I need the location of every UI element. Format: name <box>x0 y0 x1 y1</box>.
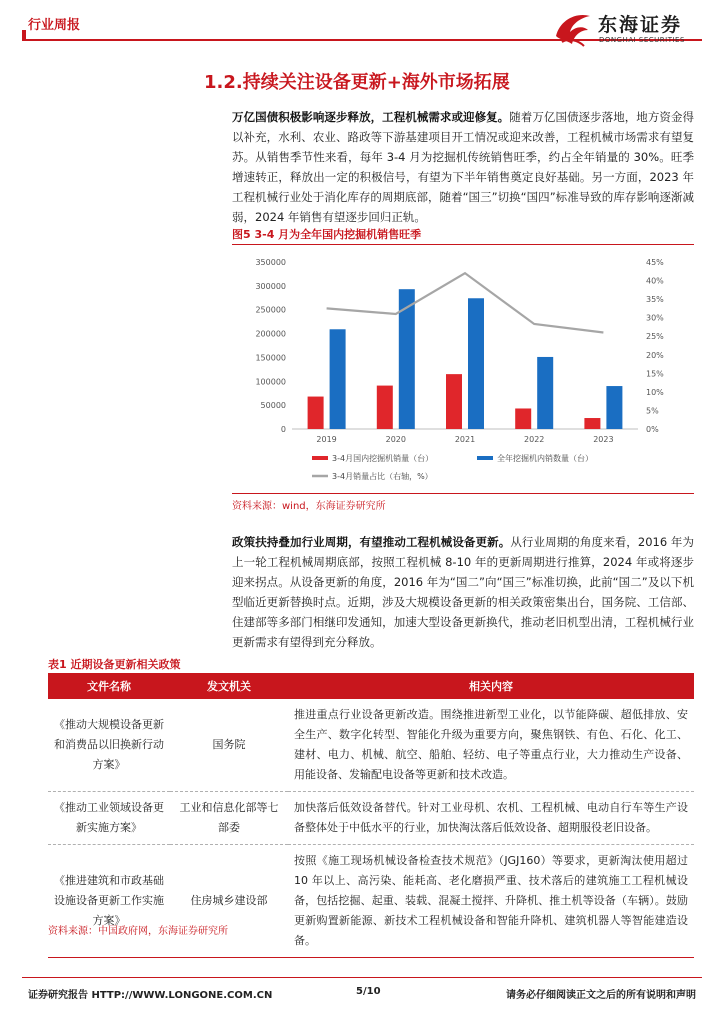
y-right-tick-label: 0% <box>646 425 659 434</box>
y-left-tick-label: 250000 <box>255 305 286 315</box>
policy-content: 按照《施工现场机械设备检查技术规范》（JGJ160）等要求，更新淘汰使用超过 10 年以上、高污染、能耗高、老化磨损严重、技术落后的建筑施工工程机械设备，包括挖掘、起重、装载、混凝土搅拌、升降机、推土机等设备（车辆）。鼓励更新购置新能源、新技术工程机械设备和智能升降机、建筑机器人等智能建造设备。 <box>288 845 694 958</box>
table-row <box>48 845 694 958</box>
section-title: 1.2.持续关注设备更新+海外市场拓展 <box>204 72 510 93</box>
x-tick-label: 2023 <box>593 435 614 444</box>
y-left-tick-label: 300000 <box>255 281 286 291</box>
legend-label: 全年挖掘机内销数量（台） <box>497 454 593 463</box>
y-right-tick-label: 15% <box>646 369 664 379</box>
legend-swatch <box>312 456 328 460</box>
report-category-tag: 行业周报 <box>28 18 81 33</box>
paragraph-demand-recovery <box>232 107 694 227</box>
y-left-tick-label: 350000 <box>255 258 286 267</box>
policy-content: 推进重点行业设备更新改造。围绕推进新型工业化，以节能降碳、超低排放、安全生产、数字化转型、智能化升级为重要方向，聚焦钢铁、有色、石化、化工、建材、电力、机械、航空、船舶、轻纺、电子等重点行业，大力推动生产设备、用能设备、发输配电设备等更新和技术改造。 <box>288 699 694 792</box>
y-right-tick-label: 5% <box>646 406 659 416</box>
policy-issuer: 国务院 <box>170 699 288 792</box>
paragraph-policy-cycle <box>232 532 694 652</box>
paragraph-body: 从行业周期的角度来看，2016 年为上一轮工程机械周期底部，按照工程机械 8-10 年的更新周期进行推算，2024 年或将逐步迎来拐点。从设备更新的角度，2016 年为“国二”向“国三”标准切换，此前“国二”及以下机型临近更新替换时点。近期，涉及大规模设备更新的相关政策密集出台，国务院、工信部、住建部等多部门相继印发通知，加速大型设备更新换代，推动老旧机型出清，工程机械行业更新需求有望得到充分释放。 <box>232 535 695 649</box>
x-tick-label: 2019 <box>316 435 337 444</box>
policy-name: 《推动大规模设备更新和消费品以旧换新行动方案》 <box>48 699 170 792</box>
y-left-tick-label: 100000 <box>255 377 286 387</box>
y-right-tick-label: 20% <box>646 350 664 360</box>
excavator-sales-chart <box>232 248 694 492</box>
legend-label: 3-4月销量占比（右轴，%） <box>332 472 433 481</box>
paragraph-body: 随着万亿国债逐步落地，地方资金得以补充，水利、农业、路政等下游基建项目开工情况或迎来改善，工程机械市场需求有望复苏。从销售季节性来看，每年 3-4 月为挖掘机传统销售旺季，约占全年销量的 30%。旺季增速转正，释放出一定的积极信号，有望为下半年销售奠定良好基础。另一方面，2023 年工程机械行业处于消化库存的周期底部，随着“国三”切换“国四”标准导致的库存影响逐渐减弱，2024 年销售有望逐步回归正轨。 <box>232 110 695 224</box>
footer-website: 证券研究报告 HTTP://WWW.LONGONE.COM.CN <box>28 990 273 1001</box>
header-file-name: 文件名称 <box>48 673 170 699</box>
bar-annual-sales <box>330 329 346 429</box>
legend-label: 3-4月国内挖掘机销量（台） <box>332 454 434 463</box>
logo-mark-icon <box>550 6 596 50</box>
x-tick-label: 2022 <box>524 435 545 444</box>
logo-name: 东海证券 <box>598 14 683 36</box>
policy-name: 《推进建筑和市政基础设施设备更新工作实施方案》 <box>48 845 170 958</box>
bar-annual-sales <box>468 298 484 429</box>
y-left-tick-label: 50000 <box>260 401 286 411</box>
figure-top-rule <box>232 244 694 245</box>
bar-mar-apr-sales <box>308 397 324 429</box>
policy-content: 加快落后低效设备替代。针对工业母机、农机、工程机械、电动自行车等生产设备整体处于中低水平的行业，加快淘汰落后低效设备、超期服役老旧设备。 <box>288 792 694 845</box>
y-right-tick-label: 45% <box>646 258 664 267</box>
bar-mar-apr-sales <box>446 374 462 429</box>
line-share-series <box>327 273 604 332</box>
y-left-tick-label: 0 <box>280 425 286 434</box>
x-tick-label: 2020 <box>385 435 406 444</box>
bar-annual-sales <box>606 386 622 429</box>
table-title: 表1 近期设备更新相关政策 <box>48 658 181 671</box>
y-right-tick-label: 40% <box>646 276 664 286</box>
table-row <box>48 699 694 792</box>
policy-issuer: 工业和信息化部等七部委 <box>170 792 288 845</box>
y-left-tick-label: 200000 <box>255 329 286 339</box>
bar-mar-apr-sales <box>515 408 531 429</box>
policy-issuer: 住房城乡建设部 <box>170 845 288 958</box>
figure-source: 资料来源：wind，东海证券研究所 <box>232 501 386 512</box>
y-right-tick-label: 10% <box>646 387 664 397</box>
header-content: 相关内容 <box>288 673 694 699</box>
logo-english-name: DONGHAI SECURITIES <box>599 36 685 44</box>
policy-table <box>48 673 694 958</box>
table-row <box>48 792 694 845</box>
page-number: 5/10 <box>356 986 381 997</box>
paragraph-lead: 政策扶持叠加行业周期，有望推动工程机械设备更新。 <box>232 535 511 549</box>
bar-annual-sales <box>537 357 553 429</box>
y-right-tick-label: 30% <box>646 313 664 323</box>
table-source: 资料来源：中国政府网，东海证券研究所 <box>48 926 228 937</box>
y-right-tick-label: 25% <box>646 332 664 342</box>
legend-swatch <box>477 456 493 460</box>
figure-title: 图5 3-4 月为全年国内挖掘机销售旺季 <box>232 228 422 241</box>
header-issuer: 发文机关 <box>170 673 288 699</box>
bar-mar-apr-sales <box>377 386 393 429</box>
footer-divider <box>22 977 702 978</box>
table-header-row <box>48 673 694 699</box>
figure-bottom-rule <box>232 493 694 494</box>
bar-mar-apr-sales <box>584 418 600 429</box>
x-tick-label: 2021 <box>454 435 476 444</box>
footer-disclaimer: 请务必仔细阅读正文之后的所有说明和声明 <box>506 990 696 1001</box>
company-logo <box>550 6 700 52</box>
y-left-tick-label: 150000 <box>255 353 286 363</box>
policy-name: 《推动工业领域设备更新实施方案》 <box>48 792 170 845</box>
paragraph-lead: 万亿国债积极影响逐步释放，工程机械需求或迎修复。 <box>232 110 510 124</box>
y-right-tick-label: 35% <box>646 295 664 305</box>
